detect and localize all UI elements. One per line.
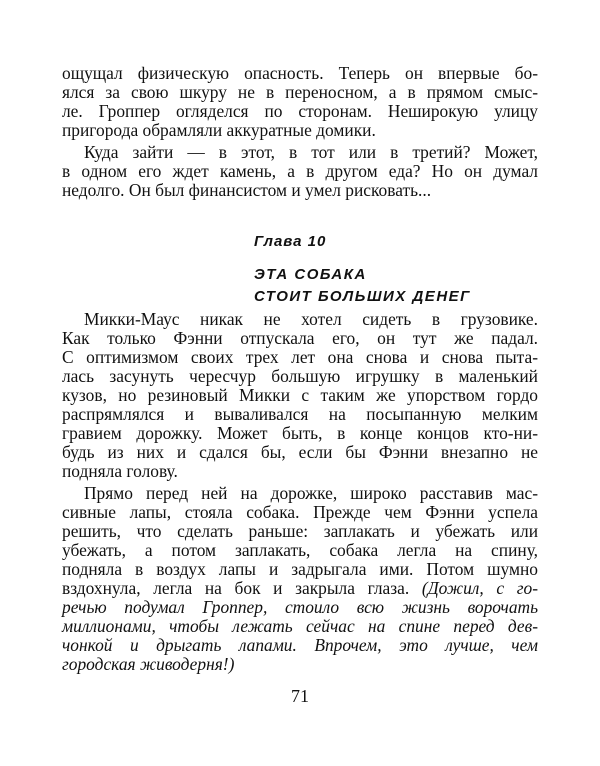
text-line: ощущал физическую опасность. Теперь он впервые бо-	[62, 63, 538, 83]
text-line: подняла в воздух лапы и задрыгала ими. Потом шумно	[62, 558, 538, 579]
text-line: распрямлялся и вываливался на посыпанную мелким	[62, 404, 538, 425]
text-line: кузов, но резиновый Микки с таким же упорством гордо	[62, 385, 538, 406]
text-line: лась засунуть чересчур большую игрушку в маленький	[62, 366, 538, 387]
italic-line: городская живодерня!)	[62, 654, 235, 674]
text-line: сивные лапы, стояла собака. Прежде чем Фэнни успела	[62, 501, 538, 522]
chapter-label: Глава 10	[254, 233, 327, 250]
italic-segment: (Дожил, с го-	[409, 577, 539, 598]
text-line: решить, что сделать раньше: заплакать и убежать или	[62, 520, 538, 541]
text-line: Как только Фэнни отпускала его, он тут же падал.	[62, 328, 538, 349]
text-line: Прямо перед ней на дорожке, широко расставив мас-	[84, 482, 538, 503]
italic-line: миллионами, чтобы лежать сейчас на спине перед дев-	[62, 616, 538, 636]
text-line: Куда зайти — в этот, в тот или в третий? Может,	[84, 141, 538, 162]
page-number: 71	[291, 686, 309, 706]
chapter-title-line: ЭТА СОБАКА	[254, 266, 367, 283]
text-line: подняла голову.	[62, 461, 178, 482]
text-line: будь из них и сдался бы, если бы Фэнни внезапно не	[62, 442, 538, 463]
text-line: С оптимизмом своих трех лет она снова и снова пыта-	[62, 347, 538, 368]
text-line: Микки-Маус никак не хотел сидеть в грузовике.	[84, 309, 538, 330]
italic-line: чонкой и дрыгать лапами. Впрочем, это лучше, чем	[62, 635, 538, 655]
text-line: ле. Гроппер огляделся по сторонам. Неширокую улицу	[62, 101, 538, 121]
text-line: убежать, а потом заплакать, собака легла на спину,	[62, 539, 538, 560]
text-line: недолго. Он был финансистом и умел рисковать...	[62, 179, 432, 200]
text-line: ялся за свою шкуру не в переносном, а в прямом смыс-	[62, 82, 538, 102]
text-line-mixed	[62, 578, 538, 598]
text-line: гравием дорожку. Может быть, в конце концов кто-ни-	[62, 423, 538, 444]
text-line: пригорода обрамляли аккуратные домики.	[62, 120, 376, 140]
chapter-title-line: СТОИТ БОЛЬШИХ ДЕНЕГ	[254, 288, 471, 305]
italic-line: речью подумал Гроппер, стоило всю жизнь ворочать	[62, 597, 538, 617]
text-segment: вздохнула, легла на бок и закрыла глаза.	[62, 577, 410, 598]
text-line: в одном его ждет камень, а в другом еда? Но он думал	[62, 160, 538, 181]
